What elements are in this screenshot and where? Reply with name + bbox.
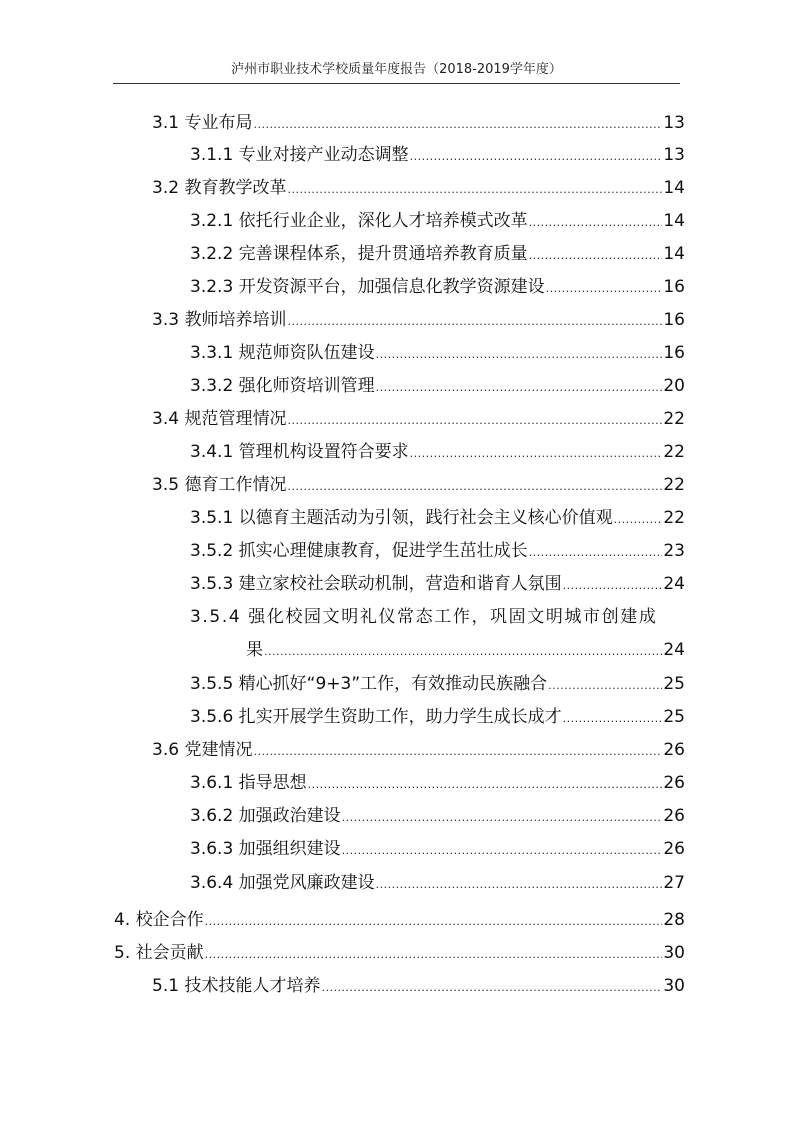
toc-entry-page: 30 [663,976,685,996]
toc-entry[interactable] [190,503,685,533]
toc-entry-label: 3.6.4 加强党风廉政建设 [190,873,375,893]
dot-leader [342,803,663,833]
toc-entry-page: 30 [663,943,685,963]
toc-entry[interactable] [152,971,685,1001]
toc-entry-page: 13 [663,145,685,165]
toc-entry[interactable] [190,272,685,302]
dot-leader [287,472,662,502]
toc-entry[interactable] [152,108,685,138]
toc-entry-page: 22 [663,475,685,495]
toc-entry-label: 3.2 教育教学改革 [152,178,287,198]
toc-entry-label: 4. 校企合作 [114,910,204,930]
dot-leader [321,973,662,1003]
toc-entry[interactable] [190,140,685,170]
toc-entry-label: 5.1 技术技能人才培养 [152,976,321,996]
toc-entry[interactable] [246,635,685,665]
toc-entry-label: 3.1.1 专业对接产业动态调整 [190,145,409,165]
header-divider [113,83,680,84]
dot-leader [376,373,663,403]
toc-entry[interactable] [190,239,685,269]
dot-leader [410,439,663,469]
toc-entry-label: 3.5.5 精心抓好“9+3”工作，有效推动民族融合 [190,674,548,694]
dot-leader [287,406,662,436]
toc-entry[interactable] [114,938,685,968]
toc-entry[interactable] [152,173,685,203]
toc-entry-label: 3.3.2 强化师资培训管理 [190,376,375,396]
toc-entry-page: 22 [663,409,685,429]
toc-entry-label: 3.5.3 建立家校社会联动机制，营造和谐育人氛围 [190,574,562,594]
toc-entry-label: 3.4.1 管理机构设置符合要求 [190,442,409,462]
toc-entry-label: 3.5.1 以德育主题活动为引领，践行社会主义核心价值观 [190,508,613,528]
toc-entry[interactable] [190,338,685,368]
toc-entry-page: 27 [663,873,685,893]
dot-leader [563,704,663,734]
toc-entry-page: 26 [663,839,685,859]
toc-entry-page: 26 [663,740,685,760]
toc-entry[interactable] [190,768,685,798]
toc-entry-page: 16 [663,310,685,330]
toc-entry-label: 3.5.6 扎实开展学生资助工作，助力学生成长成才 [190,707,562,727]
toc-entry-page: 20 [663,376,685,396]
toc-entry-page: 13 [663,113,685,133]
toc-entry[interactable] [190,868,685,898]
dot-leader [563,571,663,601]
toc-entry[interactable] [152,735,685,765]
toc-entry-page: 16 [663,277,685,297]
dot-leader [529,241,663,271]
toc-entry[interactable] [190,437,685,467]
toc-entry-label: 3.5 德育工作情况 [152,475,287,495]
dot-leader [529,538,663,568]
page-header: 泸州市职业技术学校质量年度报告（2018-2019学年度） [231,62,562,77]
toc-entry[interactable] [152,404,685,434]
toc-entry-page: 24 [663,574,685,594]
toc-entry-label: 3.3.1 规范师资队伍建设 [190,343,375,363]
dot-leader [614,505,663,535]
toc-entry-page: 14 [663,244,685,264]
toc-entry-label: 3.1 专业布局 [152,113,253,133]
dot-leader [287,307,662,337]
toc-entry[interactable] [152,305,685,335]
toc-entry[interactable] [152,470,685,500]
dot-leader [546,274,663,304]
toc-entry-label: 果 [246,640,263,660]
toc-entry-label: 5. 社会贡献 [114,943,204,963]
toc-entry-label: 3.2.2 完善课程体系，提升贯通培养教育质量 [190,244,528,264]
toc-entry[interactable] [190,834,685,864]
toc-entry[interactable] [190,801,685,831]
toc-entry-label: 3.6.3 加强组织建设 [190,839,341,859]
dot-leader [308,770,663,800]
dot-leader [410,142,663,172]
dot-leader [205,940,663,970]
toc-entry[interactable] [190,371,685,401]
toc-entry[interactable] [190,536,685,566]
toc-entry-label: 3.2.1 依托行业企业，深化人才培养模式改革 [190,211,528,231]
toc-entry-label: 3.6.1 指导思想 [190,773,307,793]
dot-leader [253,110,662,140]
toc-entry-page: 24 [663,640,685,660]
toc-entry[interactable] [190,206,685,236]
toc-entry[interactable] [190,569,685,599]
toc-entry-page: 25 [663,707,685,727]
toc-entry-label: 3.2.3 开发资源平台，加强信息化教学资源建设 [190,277,545,297]
toc-entry-page: 25 [663,674,685,694]
toc-entry-page: 23 [663,541,685,561]
toc-entry-page: 26 [663,773,685,793]
toc-entry[interactable] [114,905,685,935]
toc-entry-page: 14 [663,178,685,198]
toc-entry-label: 3.6.2 加强政治建设 [190,806,341,826]
toc-entry-wrapped-line1[interactable]: 3.5.4 强化校园文明礼仪常态工作，巩固文明城市创建成 [190,607,658,627]
toc-entry-page: 22 [663,508,685,528]
toc-entry-label: 3.4 规范管理情况 [152,409,287,429]
toc-entry-label: 3.3 教师培养培训 [152,310,287,330]
toc-entry-label: 3.6 党建情况 [152,740,253,760]
dot-leader [529,208,663,238]
dot-leader [548,671,662,701]
toc-entry-page: 28 [663,910,685,930]
toc-entry-page: 16 [663,343,685,363]
dot-leader [287,175,662,205]
toc-entry-page: 26 [663,806,685,826]
toc-entry-page: 14 [663,211,685,231]
dot-leader [253,737,662,767]
dot-leader [376,340,663,370]
dot-leader [264,637,662,667]
dot-leader [342,836,663,866]
toc-entry[interactable] [190,702,685,732]
dot-leader [376,870,663,900]
toc-entry-label: 3.5.2 抓实心理健康教育，促进学生茁壮成长 [190,541,528,561]
dot-leader [205,907,663,937]
toc-entry[interactable] [190,669,685,699]
toc-entry-page: 22 [663,442,685,462]
